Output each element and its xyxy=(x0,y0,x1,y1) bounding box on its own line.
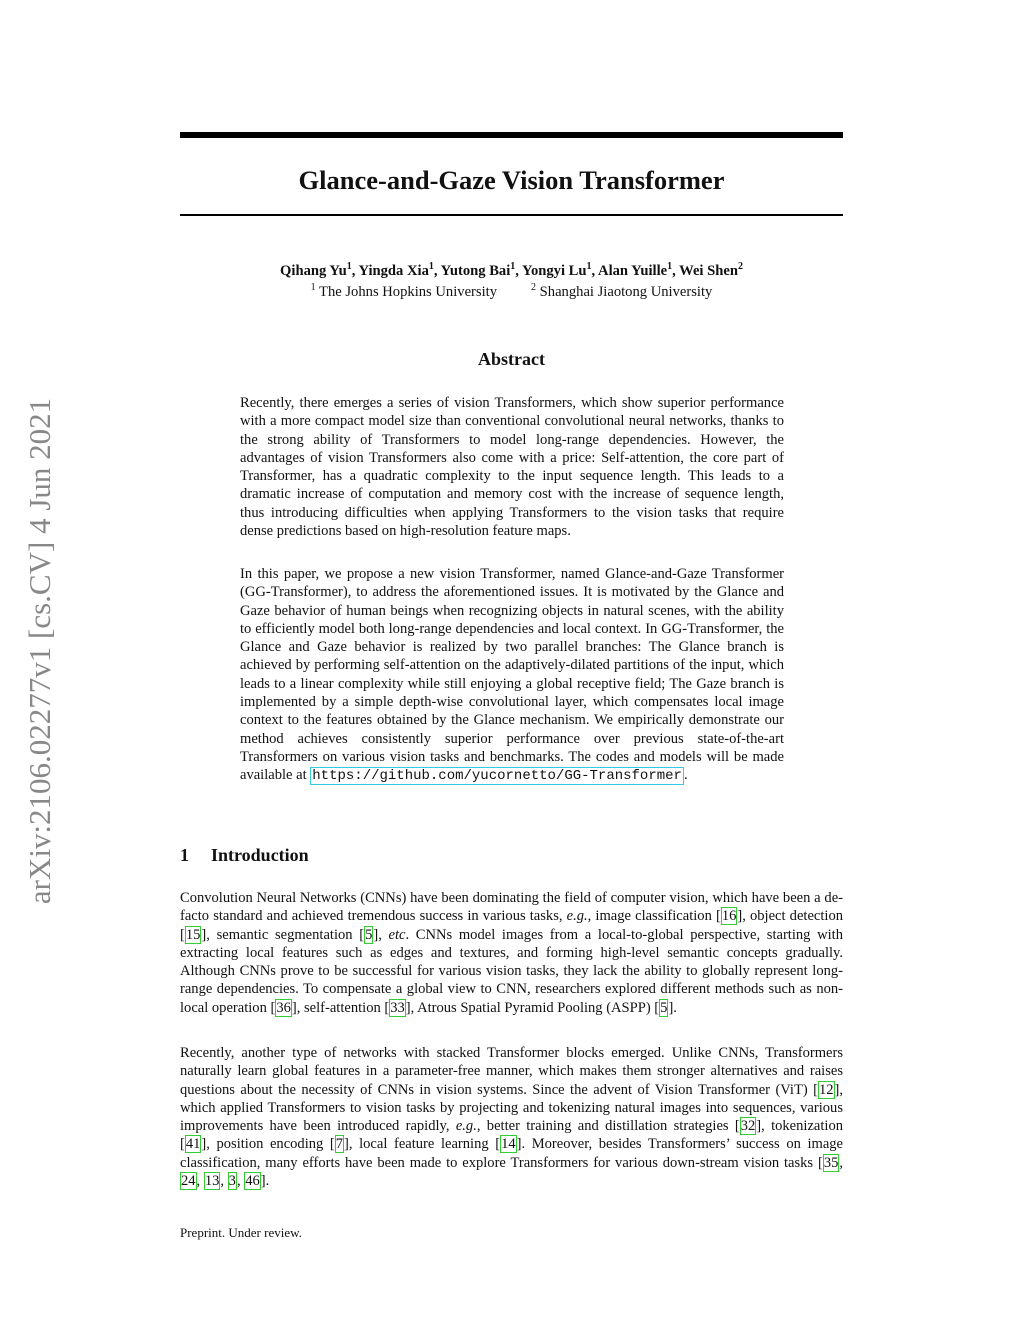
citation-link[interactable]: 5 xyxy=(365,926,373,943)
section-number: 1 xyxy=(180,845,189,865)
body-text-italic: e.g. xyxy=(455,1118,477,1135)
body-text: Convolution Neural Networks (CNNs) have been dominating the field of computer vision, which have been a de-facto standard and achieved tremendous success in various tasks, xyxy=(180,890,843,925)
body-text: ]. xyxy=(260,1173,270,1190)
affiliation-name: The Johns Hopkins University xyxy=(319,284,497,300)
body-text: ]. xyxy=(668,999,677,1016)
affiliation-mark: 1 xyxy=(310,282,316,294)
citation-link[interactable]: 13 xyxy=(204,1173,220,1190)
abstract-text: In this paper, we propose a new vision Transformer, named Glance-and-Gaze Transformer (GG-Transformer), to address the aforementioned issues. It is motivated by the Glance and Gaze behavior of human beings when recognizing objects in natural scenes, with the ability to efficiently model both long-range dependencies and local context. In GG-Transformer, the Glance and Gaze behavior is realized by two parallel branches: The Glance branch is achieved by performing self-attention on the adaptively-dilated partitions of the input, which leads to a linear complexity while still enjoying a global receptive field; The Gaze branch is implemented by a simple depth-wise convolutional layer, which compensates local image context to the features obtained by the Glance mechanism. We empirically demonstrate our method achieves consistently superior performance over previous state-of-the-art Transformers on various vision tasks and benchmarks. The codes and models will be made available at xyxy=(240,566,784,784)
citation-link[interactable]: 16 xyxy=(721,908,737,925)
author-name: Yingda Xia xyxy=(358,263,429,279)
body-text: ], position encoding [ xyxy=(201,1136,335,1153)
affiliation-mark: 2 xyxy=(737,261,743,273)
citation-link[interactable]: 46 xyxy=(245,1173,260,1190)
author-list: Qihang Yu$^1$, Yingda Xia$^1$, Yutong Bai$^1$, Yongyi Lu$^1$, Alan Yuille$^1$, Wei Shen$^2$ xyxy=(280,261,743,279)
body-text-italic: e.g. xyxy=(566,908,588,925)
body-text: , xyxy=(196,1173,204,1190)
body-text: ], local feature learning [ xyxy=(344,1136,501,1153)
affiliation-name: Shanghai Jiaotong University xyxy=(539,284,713,300)
title-bottom-rule xyxy=(180,214,843,216)
author-name: Alan Yuille xyxy=(598,263,668,279)
body-text: ], object detection [ xyxy=(180,908,844,943)
body-text: , xyxy=(839,1154,843,1171)
body-text: ], xyxy=(373,926,389,943)
author-name: Yutong Bai xyxy=(440,263,511,279)
code-url-link[interactable]: https://github.com/yucornetto/GG-Transformer xyxy=(312,768,682,785)
section-heading xyxy=(180,844,309,866)
intro-paragraph xyxy=(180,889,843,1017)
body-text: , xyxy=(220,1173,228,1190)
arxiv-identifier-stamp[interactable]: arXiv:2106.02277v1 [cs.CV] 4 Jun 2021 xyxy=(22,397,57,905)
affiliation-mark: 1 xyxy=(346,261,352,273)
body-text: ], tokenization [ xyxy=(180,1118,843,1153)
affiliation-mark: 1 xyxy=(667,261,673,273)
citation-link[interactable]: 32 xyxy=(740,1118,756,1135)
affiliation-list xyxy=(180,282,843,302)
citation-link[interactable]: 3 xyxy=(228,1173,236,1190)
citation-link[interactable]: 36 xyxy=(276,999,291,1016)
affiliation-mark: 2 xyxy=(531,282,536,294)
citation-link[interactable]: 15 xyxy=(185,926,201,943)
citation-link[interactable]: 12 xyxy=(818,1081,834,1098)
body-text: ], which applied Transformers to vision tasks by projecting and tokenizing natural images into sequences, various improvements have been introduced rapidly, xyxy=(180,1081,843,1135)
body-text: ], self-attention [ xyxy=(291,999,390,1016)
body-text: ]. Moreover, besides Transformers’ success on image classification, many efforts have been made to explore Transformers for various down-stream vision tasks [ xyxy=(180,1136,844,1171)
preprint-footer: Preprint. Under review. xyxy=(180,1225,302,1240)
affiliation-mark: 1 xyxy=(586,261,592,273)
body-text: , better training and distillation strategies [ xyxy=(476,1118,740,1135)
author-name: Yongyi Lu xyxy=(522,263,587,279)
body-text: ], Atrous Spatial Pyramid Pooling (ASPP) [ xyxy=(405,999,660,1016)
abstract-paragraph: In this paper, we propose a new vision Transformer, named Glance-and-Gaze Transformer (GG-Transformer), to address the aforementioned issues. It is motivated by the Glance and Gaze behavior of human beings when recognizing objects in natural scenes, with the ability to efficiently model both long-range dependencies and local context. In GG-Transformer, the Glance and Gaze behavior is realized by two parallel branches: The Glance branch is achieved by performing self-attention on the adaptively-dilated partitions of the input, which leads to a linear complexity while still enjoying a global receptive field; The Gaze branch is implemented by a simple depth-wise convolutional layer, which compensates local image context to the features obtained by the Glance mechanism. We empirically demonstrate our method achieves consistently superior performance over previous state-of-the-art Transformers on various vision tasks and benchmarks. The codes and models will be made available at https://github.com/yucornetto/GG-Transformer . xyxy=(240,566,784,785)
author-name: Qihang Yu xyxy=(280,263,347,279)
title-top-rule xyxy=(180,132,843,138)
intro-paragraph xyxy=(180,1044,843,1190)
body-text: . CNNs model images from a local-to-global perspective, starting with extracting local features such as edges and textures, and forming high-level semantic concepts gradually. Although CNNs prove to be successful for various vision tasks, they lack the ability to globally represent long-range dependencies. To compensate a global view to CNN, researchers explored different methods such as non-local operation [ xyxy=(180,926,843,1016)
citation-link[interactable]: 5 xyxy=(660,999,668,1016)
abstract-heading: Abstract xyxy=(478,349,545,369)
citation-link[interactable]: 7 xyxy=(335,1136,344,1153)
body-text: , xyxy=(236,1173,245,1190)
body-text: , image classification [ xyxy=(587,908,721,925)
body-text: ], semantic segmentation [ xyxy=(201,926,365,943)
section-title: Introduction xyxy=(211,845,309,865)
affiliation-mark: 1 xyxy=(428,261,434,273)
citation-link[interactable]: 35 xyxy=(823,1154,839,1171)
paper-title: Glance-and-Gaze Vision Transformer xyxy=(298,165,725,195)
citation-link[interactable]: 14 xyxy=(501,1136,516,1153)
citation-link[interactable]: 24 xyxy=(181,1173,196,1190)
citation-link[interactable]: 41 xyxy=(185,1136,201,1153)
citation-link[interactable]: 33 xyxy=(390,999,405,1016)
abstract-paragraph: Recently, there emerges a series of vision Transformers, which show superior performance with a more compact model size than conventional convolutional neural networks, thanks to the strong ability of Transformers to model long-range dependencies. However, the advantages of vision Transformers also come with a price: Self-attention, the core part of Transformer, has a quadratic complexity to the input sequence length. This leads to a dramatic increase of computation and memory cost with the increase of sequence length, thus introducing difficulties when applying Transformers to the vision tasks that require dense predictions based on high-resolution feature maps. xyxy=(240,395,784,540)
body-text: Recently, another type of networks with stacked Transformer blocks emerged. Unlike CNNs, Transformers naturally learn global features in a parameter-free manner, which makes them stronger alternatives and raises questions about the necessity of CNNs in vision systems. Since the advent of Vision Transformer (ViT) [ xyxy=(180,1045,843,1098)
body-text-italic: etc xyxy=(388,926,406,943)
affiliation-mark: 1 xyxy=(510,261,516,273)
author-name: Wei Shen xyxy=(679,263,738,279)
